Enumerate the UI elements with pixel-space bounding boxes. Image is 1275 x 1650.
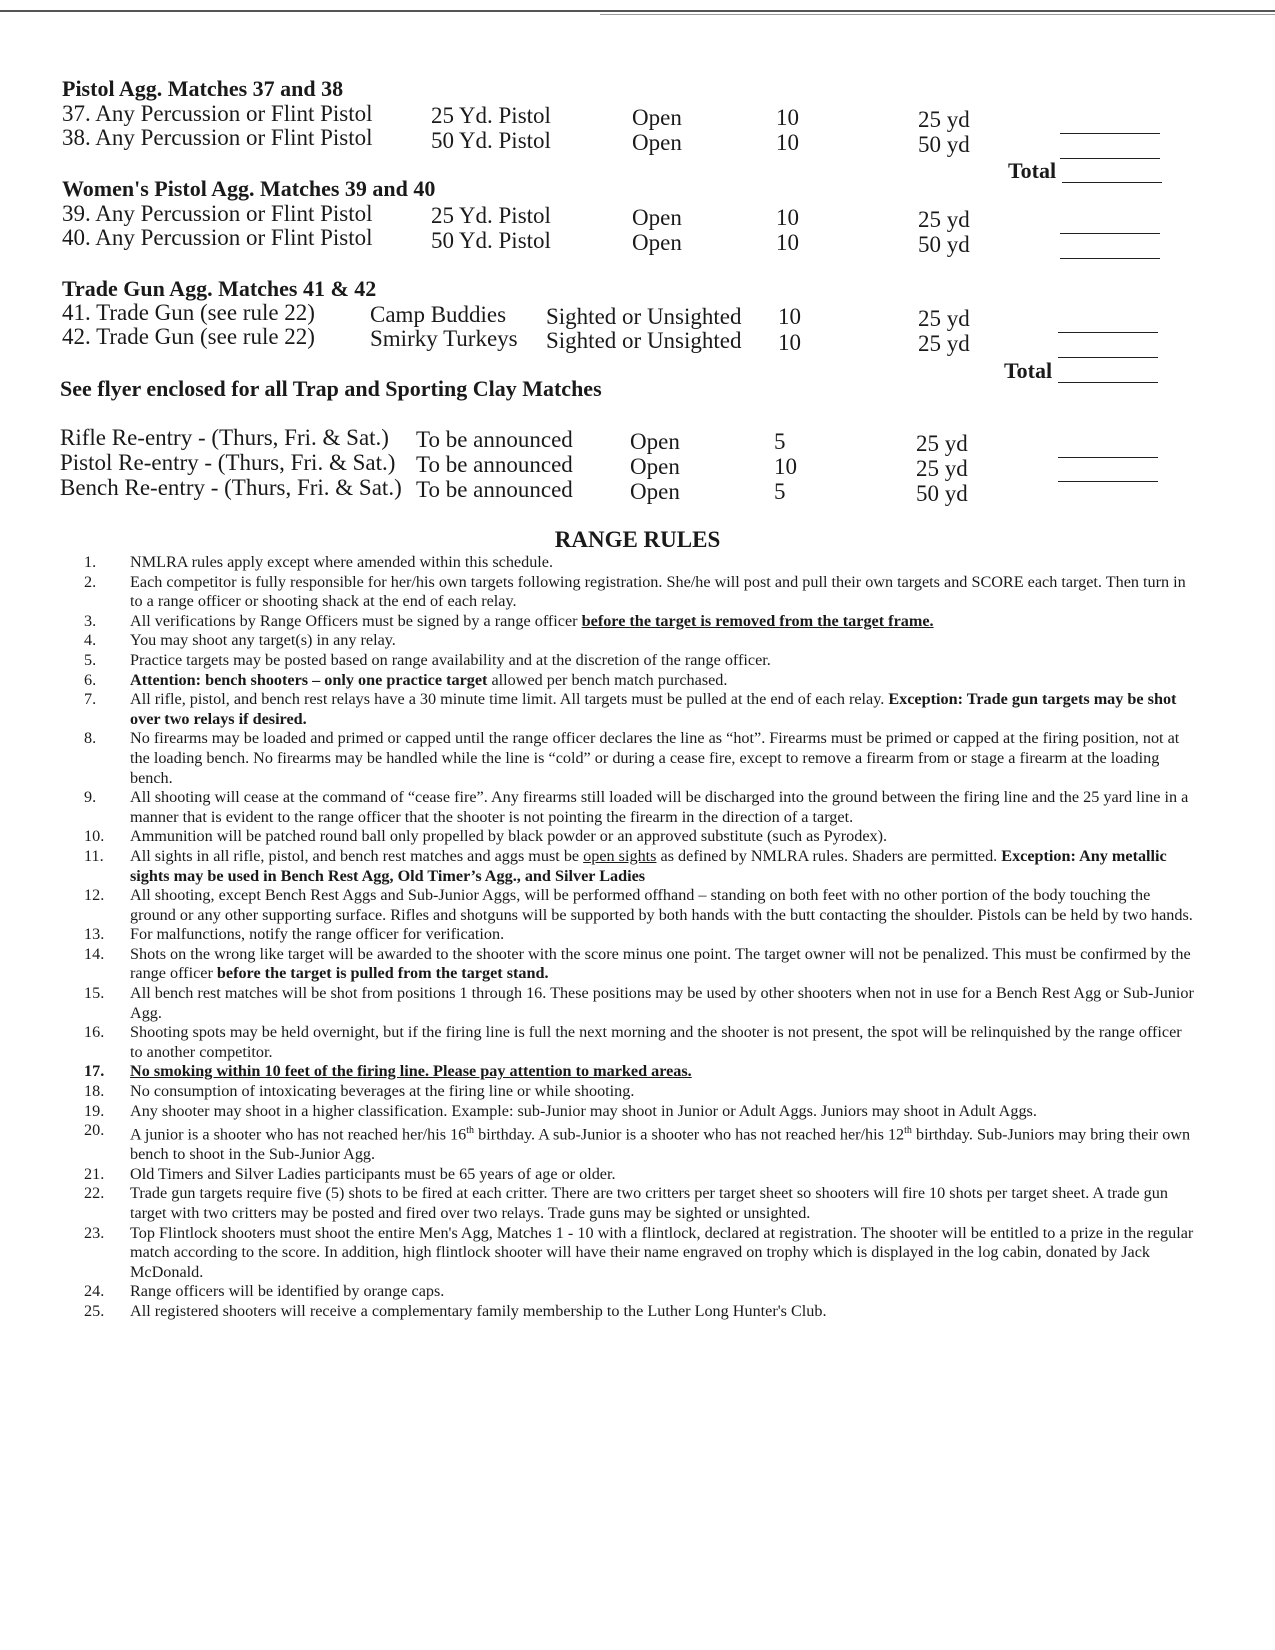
reentry-shots: 5 xyxy=(774,429,786,454)
range-rule-13 xyxy=(84,925,1194,945)
match-shots: 10 xyxy=(776,205,799,230)
match-target: 50 Yd. Pistol xyxy=(431,128,551,153)
range-rule-24 xyxy=(84,1282,1194,1302)
total-blank[interactable] xyxy=(1058,382,1158,383)
reentry-target: To be announced xyxy=(416,427,573,452)
rule-text xyxy=(130,671,1194,691)
rule-text-segment: before the target is pulled from the target stand. xyxy=(216,964,549,983)
range-rule-1 xyxy=(84,553,1194,573)
rule-number: 9. xyxy=(84,788,97,807)
rule-text-segment: th xyxy=(904,1125,912,1137)
rule-text xyxy=(130,612,1194,632)
range-rule-12 xyxy=(84,886,1194,925)
score-blank[interactable] xyxy=(1060,158,1160,159)
section-title-womens-pistol-agg: Women's Pistol Agg. Matches 39 and 40 xyxy=(62,176,436,201)
match-target: Camp Buddies xyxy=(370,302,507,327)
range-rules-title: RANGE RULES xyxy=(554,527,721,552)
rule-number: 11. xyxy=(84,846,104,865)
rule-text xyxy=(130,1102,1194,1122)
match-target: 25 Yd. Pistol xyxy=(431,103,551,128)
match-label: 42. Trade Gun (see rule 22) xyxy=(62,324,315,349)
rule-text-segment: No smoking within 10 feet of the firing line. Please pay attention to marked areas. xyxy=(130,1062,692,1081)
match-distance: 25 yd xyxy=(918,107,970,132)
score-blank[interactable] xyxy=(1060,258,1160,259)
rule-text xyxy=(130,631,1194,651)
score-blank[interactable] xyxy=(1058,481,1158,482)
match-target: 25 Yd. Pistol xyxy=(431,203,551,228)
range-rule-16 xyxy=(84,1023,1194,1062)
rule-text-segment: birthday. A sub-Junior is a shooter who has not reached her/his 12 xyxy=(474,1125,905,1144)
rule-text xyxy=(130,1302,1194,1322)
rule-text xyxy=(130,553,1194,573)
rule-text xyxy=(130,788,1194,827)
match-label: 40. Any Percussion or Flint Pistol xyxy=(62,225,373,250)
range-rule-14 xyxy=(84,945,1194,984)
reentry-target: To be announced xyxy=(416,477,573,502)
range-rule-4 xyxy=(84,631,1194,651)
rule-number: 14. xyxy=(84,944,105,963)
rule-number: 10. xyxy=(84,827,105,846)
rule-text-segment: Trade gun targets require five (5) shots to be fired at each critter. There are two critters per target sheet so shooters will fire 10 shots per target sheet. A trade gun target with two critters may be posted and fired over two relays. Trade guns may be sighted or unsighted. xyxy=(130,1184,1168,1222)
scan-top-border xyxy=(0,10,1275,12)
match-sights: Open xyxy=(632,230,682,255)
rule-text xyxy=(130,886,1194,925)
rule-number: 23. xyxy=(84,1223,105,1242)
match-distance: 25 yd xyxy=(918,207,970,232)
rule-number: 4. xyxy=(84,631,97,650)
match-label: 41. Trade Gun (see rule 22) xyxy=(62,300,315,325)
rule-text xyxy=(130,729,1194,788)
range-rules-list xyxy=(84,553,1194,1322)
score-blank[interactable] xyxy=(1058,332,1158,333)
rule-number: 20. xyxy=(84,1121,105,1140)
reentry-sights: Open xyxy=(630,429,680,454)
reentry-shots: 5 xyxy=(774,479,786,504)
rule-number: 24. xyxy=(84,1282,105,1301)
match-sights: Open xyxy=(632,130,682,155)
rule-text-segment: All shooting will cease at the command of “cease fire”. Any firearms still loaded will be discharged into the ground between the firing line and the 25 yard line in a manner that is evident to the range officer that the shooter is not pointing the firearm in the direction of a target. xyxy=(130,788,1189,826)
rule-number: 19. xyxy=(84,1101,105,1120)
match-sights: Sighted or Unsighted xyxy=(546,328,742,353)
rule-text-segment: Top Flintlock shooters must shoot the entire Men's Agg, Matches 1 - 10 with a flintlock, declared at registration. The shooter will be entitled to a prize in the regular match according to the score. In addition, high flintlock shooter will have their name engraved on trophy which is displayed in the log cabin, donated by Jack McDonald. xyxy=(130,1223,1194,1281)
rule-number: 1. xyxy=(84,553,97,571)
rule-text xyxy=(130,1062,1194,1082)
section-title-pistol-agg: Pistol Agg. Matches 37 and 38 xyxy=(62,76,344,101)
match-sights: Open xyxy=(632,205,682,230)
rule-text xyxy=(130,1023,1194,1062)
section-title-trade-gun-agg: Trade Gun Agg. Matches 41 & 42 xyxy=(62,276,377,301)
rule-text-segment: A junior is a shooter who has not reached her/his 16 xyxy=(130,1125,467,1144)
rule-text-segment: Attention: xyxy=(130,670,206,689)
range-rule-8 xyxy=(84,729,1194,788)
match-distance: 50 yd xyxy=(918,232,970,257)
rule-number: 12. xyxy=(84,886,105,905)
reentry-sights: Open xyxy=(630,479,680,504)
rule-number: 13. xyxy=(84,925,105,944)
score-blank[interactable] xyxy=(1060,133,1160,134)
match-label: 39. Any Percussion or Flint Pistol xyxy=(62,201,373,226)
range-rule-23 xyxy=(84,1224,1194,1283)
rule-text xyxy=(130,945,1194,984)
rule-text xyxy=(130,573,1194,612)
rule-text-segment: NMLRA rules apply except where amended within this schedule. xyxy=(130,553,554,571)
rule-text-segment: as defined by NMLRA rules. Shaders are permitted. xyxy=(656,846,1002,865)
match-label: 37. Any Percussion or Flint Pistol xyxy=(62,101,373,126)
rule-text-segment: Exception: Any metallic sights may be used in Bench Rest Agg, Old Timer’s Agg., and Silver Ladies xyxy=(130,846,1167,885)
rule-text xyxy=(130,1165,1194,1185)
rule-text xyxy=(130,827,1194,847)
range-rule-3 xyxy=(84,612,1194,632)
range-rule-21 xyxy=(84,1165,1194,1185)
rule-text-segment: Exception: Trade gun targets may be shot over two relays if desired. xyxy=(130,690,1177,728)
match-shots: 10 xyxy=(776,230,799,255)
rule-number: 8. xyxy=(84,729,97,748)
rule-text-segment: Practice targets may be posted based on range availability and at the discretion of the range officer. xyxy=(130,650,771,669)
rule-text-segment: allowed per bench match purchased. xyxy=(487,670,728,689)
rule-text-segment: Shots on the wrong like target will be awarded to the shooter with the score minus one point. The target owner will not be penalized. This must be confirmed by the range officer xyxy=(130,944,1191,983)
rule-text-segment: Ammunition will be patched round ball only propelled by black powder or an approved substitute (such as Pyrodex). xyxy=(130,827,888,846)
rule-number: 15. xyxy=(84,984,105,1003)
rule-number: 17. xyxy=(84,1062,105,1081)
rule-text-segment: All rifle, pistol, and bench rest relays have a 30 minute time limit. All targets must be pulled at the end of each relay. xyxy=(130,690,889,709)
rule-text xyxy=(130,847,1194,886)
rule-text-segment: Each competitor is fully responsible for her/his own targets following registration. She/he will post and pull their own targets and SCORE each target. Then turn in to a range officer or shooting shack at the end of each relay. xyxy=(130,572,1186,611)
rule-text xyxy=(130,1282,1194,1302)
reentry-target: To be announced xyxy=(416,452,573,477)
range-rule-11 xyxy=(84,847,1194,886)
rule-text xyxy=(130,690,1194,729)
rule-text-segment: Any shooter may shoot in a higher classification. Example: sub-Junior may shoot in Junior or Adult Aggs. Juniors may shoot in Adult Aggs. xyxy=(130,1101,1037,1120)
rule-text xyxy=(130,984,1194,1023)
match-distance: 25 yd xyxy=(918,306,970,331)
rule-text-segment: All bench rest matches will be shot from positions 1 through 16. These positions may be used by other shooters when not in use for a Bench Rest Agg or Sub-Junior Agg. xyxy=(130,984,1194,1022)
rule-number: 5. xyxy=(84,650,97,669)
score-blank[interactable] xyxy=(1060,233,1160,234)
rule-text-segment: Range officers will be identified by orange caps. xyxy=(130,1282,445,1301)
match-shots: 10 xyxy=(778,304,801,329)
reentry-sights: Open xyxy=(630,454,680,479)
rule-text-segment: before the target is removed from the target frame. xyxy=(581,611,934,630)
rule-text-segment: th xyxy=(466,1125,475,1137)
rule-number: 7. xyxy=(84,690,97,709)
range-rule-17 xyxy=(84,1062,1194,1082)
match-target: Smirky Turkeys xyxy=(370,326,518,351)
match-distance: 25 yd xyxy=(918,331,970,356)
range-rule-10 xyxy=(84,827,1194,847)
range-rule-18 xyxy=(84,1082,1194,1102)
rule-number: 22. xyxy=(84,1184,105,1203)
range-rule-2 xyxy=(84,573,1194,612)
rule-text-segment: open sights xyxy=(583,846,657,865)
range-rule-5 xyxy=(84,651,1194,671)
total-label: Total xyxy=(1004,358,1053,383)
range-rule-20 xyxy=(84,1121,1194,1165)
scan-top-border-secondary xyxy=(600,14,1275,15)
match-label: 38. Any Percussion or Flint Pistol xyxy=(62,125,373,150)
rule-text-segment: All sights in all rifle, pistol, and bench rest matches and aggs must be xyxy=(130,846,584,865)
reentry-distance: 25 yd xyxy=(916,431,968,456)
reentry-shots: 10 xyxy=(774,454,797,479)
rule-text-segment: All verifications by Range Officers must be signed by a range officer xyxy=(130,611,582,630)
rule-text xyxy=(130,651,1194,671)
rule-text-segment: bench shooters – only one practice target xyxy=(205,670,488,689)
rule-number: 21. xyxy=(84,1164,105,1183)
range-rule-19 xyxy=(84,1102,1194,1122)
rule-number: 6. xyxy=(84,670,97,689)
range-rule-22 xyxy=(84,1184,1194,1223)
rule-text xyxy=(130,1082,1194,1102)
range-rule-15 xyxy=(84,984,1194,1023)
score-blank[interactable] xyxy=(1058,357,1158,358)
rule-number: 2. xyxy=(84,572,97,591)
rule-text-segment: All shooting, except Bench Rest Aggs and Sub-Junior Aggs, will be performed offhand – standing on both feet with no other portion of the body touching the ground or any other supporting surface. Rifles and shotguns will be supported by both hands with the butt contacting the shoulder. Pistols can be held by two hands. xyxy=(130,886,1193,924)
rule-text xyxy=(130,1184,1194,1223)
flyer-note: See flyer enclosed for all Trap and Sporting Clay Matches xyxy=(60,376,602,401)
rule-text-segment: No consumption of intoxicating beverages at the firing line or while shooting. xyxy=(130,1082,635,1101)
reentry-label: Rifle Re-entry - (Thurs, Fri. & Sat.) xyxy=(60,425,389,450)
total-blank[interactable] xyxy=(1062,182,1162,183)
range-rule-7 xyxy=(84,690,1194,729)
match-sights: Sighted or Unsighted xyxy=(546,304,742,329)
rule-text-segment: birthday. Sub-Juniors may bring their own bench to shoot in the Sub-Junior Agg. xyxy=(130,1125,1191,1164)
match-shots: 10 xyxy=(778,330,801,355)
rule-number: 25. xyxy=(84,1301,105,1320)
match-shots: 10 xyxy=(776,130,799,155)
range-rule-9 xyxy=(84,788,1194,827)
rule-text-segment: Shooting spots may be held overnight, but if the firing line is full the next morning and the shooter is not present, the spot will be relinquished by the range officer to another competitor. xyxy=(130,1023,1182,1061)
match-target: 50 Yd. Pistol xyxy=(431,228,551,253)
reentry-distance: 25 yd xyxy=(916,456,968,481)
rule-text xyxy=(130,1121,1194,1165)
range-rule-25 xyxy=(84,1302,1194,1322)
rule-number: 3. xyxy=(84,611,97,630)
rule-text-segment: Old Timers and Silver Ladies participants must be 65 years of age or older. xyxy=(130,1164,616,1183)
score-blank[interactable] xyxy=(1058,457,1158,458)
rule-text xyxy=(130,1224,1194,1283)
rule-text-segment: All registered shooters will receive a complementary family membership to the Luther Long Hunter's Club. xyxy=(130,1301,827,1320)
match-sights: Open xyxy=(632,105,682,130)
reentry-label: Pistol Re-entry - (Thurs, Fri. & Sat.) xyxy=(60,450,396,475)
rule-text-segment: You may shoot any target(s) in any relay. xyxy=(130,631,396,650)
rule-text-segment: For malfunctions, notify the range officer for verification. xyxy=(130,925,505,944)
rule-number: 18. xyxy=(84,1082,105,1101)
rule-number: 16. xyxy=(84,1023,105,1042)
match-distance: 50 yd xyxy=(918,132,970,157)
reentry-distance: 50 yd xyxy=(916,481,968,506)
rule-text xyxy=(130,925,1194,945)
match-shots: 10 xyxy=(776,105,799,130)
rule-text-segment: No firearms may be loaded and primed or capped until the range officer declares the line as “hot”. Firearms must be primed or capped at the firing position, not at the loading bench. No firearms may be handled while the line is “cold” or during a cease fire, except to remove a firearm from or stage a firearm at the loading bench. xyxy=(130,729,1180,787)
reentry-label: Bench Re-entry - (Thurs, Fri. & Sat.) xyxy=(60,475,402,500)
range-rule-6 xyxy=(84,671,1194,691)
total-label: Total xyxy=(1008,158,1057,183)
